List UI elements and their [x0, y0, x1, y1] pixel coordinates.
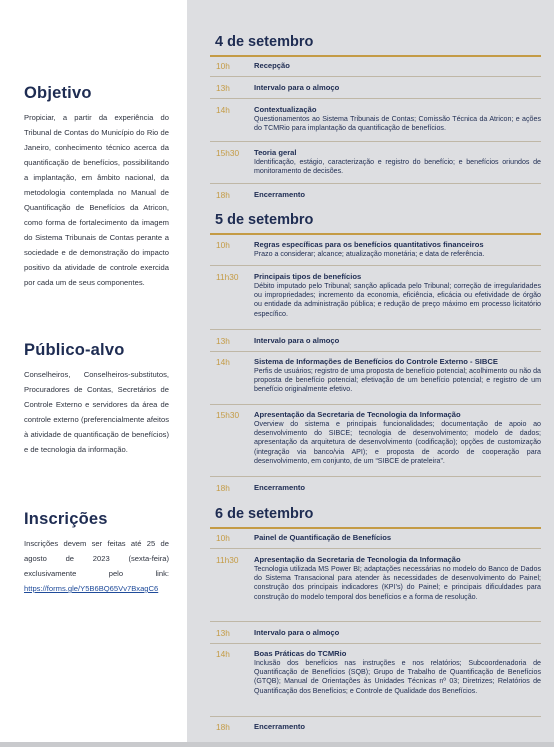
item-description: Identificação, estágio, caracterização e registro do benefício; e benefícios oriundos de monitoramento de decisões. [254, 158, 541, 176]
day-rule [210, 233, 541, 235]
objetivo-heading: Objetivo [24, 84, 92, 102]
page-bottom-edge [0, 742, 554, 747]
item-title: Regras específicas para os benefícios quantitativos financeiros [254, 240, 484, 249]
inscricoes-body: Inscrições devem ser feitas até 25 de agosto de 2023 (sexta-feira) exclusivamente pelo link: [24, 539, 169, 578]
item-title: Apresentação da Secretaria de Tecnologia da Informação [254, 410, 461, 419]
item-divider [210, 476, 541, 477]
item-description: Overview do sistema e principais funcionalidades; documentação de apoio ao desenvolvimento do SIBCE; tecnologia de desenvolvimento; modelo de dados; apresentação da arquitetura de desenvolvimento (codificação); opções de customização (integração via banco/via API); e proposta de acordo de cooperação para desenvolvimento, em conjunto, de um “SIBCE de prateleira”. [254, 420, 541, 465]
item-divider [210, 621, 541, 622]
publico-text: Conselheiros, Conselheiros-substitutos, Procuradores de Contas, Secretários de Controle Externo e servidores da área de controle externo (preferencialmente afeitos à atividade de quantificação de benefícios) e de tecnologia da informação. [24, 370, 169, 454]
item-title: Intervalo para o almoço [254, 83, 340, 92]
item-title: Sistema de Informações de Benefícios do Controle Externo - SIBCE [254, 357, 498, 366]
item-description: Prazo a considerar; alcance; atualização monetária; e data de referência. [254, 250, 485, 258]
item-divider [210, 329, 541, 330]
item-divider [210, 265, 541, 266]
objetivo-section [24, 84, 169, 290]
item-divider [210, 404, 541, 405]
item-time: 13h [216, 628, 230, 638]
item-title: Principais tipos de benefícios [254, 272, 362, 281]
item-description: Inclusão dos benefícios nas instruções e nos relatórios; Subcoordenadoria de Quantificação de Benefícios (SQB); Grupo de Trabalho de Quantificação de Benefícios (GTQB); Manual de Orientações às Unidades Técnicas nº 03; Diretrizes; Relatórios de Quantificação dos Benefícios; e Controle de Qualidade dos Benefícios. [254, 659, 541, 695]
item-title: Teoria geral [254, 148, 297, 157]
item-divider [210, 76, 541, 77]
item-divider [210, 98, 541, 99]
item-divider [210, 548, 541, 549]
item-time: 14h [216, 649, 230, 659]
inscricoes-heading: Inscrições [24, 510, 108, 528]
inscricoes-text [24, 536, 169, 596]
item-description: Tecnologia utilizada MS Power BI; adaptações necessárias no modelo do Banco de Dados do Sistema Transacional para atender às necessidades de desenvolvimento do Painel; construção dos principais indicadores (KPI’s) do Painel; e principais dificuldades para construção do modelo temporal dos benefícios e a forma de resolução. [254, 565, 541, 601]
item-divider [210, 643, 541, 644]
item-time: 10h [216, 533, 230, 543]
item-title: Boas Práticas do TCMRio [254, 649, 347, 658]
inscricoes-link[interactable]: https://forms.gle/Y5B6BQ65Vv7BxagC6 [24, 584, 159, 593]
item-time: 15h30 [216, 410, 240, 420]
item-title: Encerramento [254, 483, 306, 492]
day-heading: 4 de setembro [215, 34, 314, 50]
item-time: 14h [216, 105, 230, 115]
item-divider [210, 351, 541, 352]
item-time: 15h30 [216, 148, 240, 158]
item-title: Intervalo para o almoço [254, 628, 340, 637]
item-time: 14h [216, 357, 230, 367]
item-time: 11h30 [216, 555, 239, 565]
objetivo-text: Propiciar, a partir da experiência do Tribunal de Contas do Município do Rio de Janeiro, conhecimento técnico acerca da quantificação de benefícios, possibilitando a implantação, em âmbito nacional, da metodologia contemplada no Manual de Quantificação de Benefícios da Atricon, como forma de fortalecimento da imagem do Sistema Tribunais de Contas perante a sociedade e de demonstração do impacto positivo da atividade de controle exercida por cada um de seus componentes. [24, 113, 169, 287]
day-heading: 6 de setembro [215, 506, 314, 522]
item-title: Encerramento [254, 722, 306, 731]
publico-heading: Público-alvo [24, 341, 125, 359]
inscricoes-section [24, 510, 169, 596]
day-rule [210, 527, 541, 529]
item-description: Questionamentos ao Sistema Tribunais de Contas; Comissão Técnica da Atricon; e ações do TCMRio para implantação da quantificação de benefícios. [254, 115, 541, 133]
item-description: Débito imputado pelo Tribunal; sanção aplicada pelo Tribunal; correção de irregularidades ou impropriedades; incremento da economia, eficiência, eficácia ou efetividade de órgão ou entidade da administração pública; e redução de preço máximo em processo licitatório específico. [254, 282, 541, 318]
item-title: Contextualização [254, 105, 317, 114]
item-title: Painel de Quantificação de Benefícios [254, 533, 392, 542]
day-rule [210, 55, 541, 57]
publico-section [24, 341, 169, 457]
item-title: Recepção [254, 61, 290, 70]
item-divider [210, 183, 541, 184]
item-time: 18h [216, 483, 230, 493]
item-divider [210, 716, 541, 717]
item-time: 10h [216, 61, 230, 71]
item-description: Perfis de usuários; registro de uma proposta de benefício potencial; acolhimento ou não da proposta de benefício potencial; efetivação de um benefício potencial; e registro de um benefício originalmente efetivo. [254, 367, 541, 394]
item-title: Encerramento [254, 190, 306, 199]
item-time: 18h [216, 190, 230, 200]
item-time: 11h30 [216, 272, 239, 282]
item-title: Apresentação da Secretaria de Tecnologia da Informação [254, 555, 461, 564]
item-time: 13h [216, 83, 230, 93]
day-heading: 5 de setembro [215, 212, 314, 228]
item-time: 18h [216, 722, 230, 732]
item-divider [210, 141, 541, 142]
item-time: 10h [216, 240, 230, 250]
item-title: Intervalo para o almoço [254, 336, 340, 345]
item-time: 13h [216, 336, 230, 346]
